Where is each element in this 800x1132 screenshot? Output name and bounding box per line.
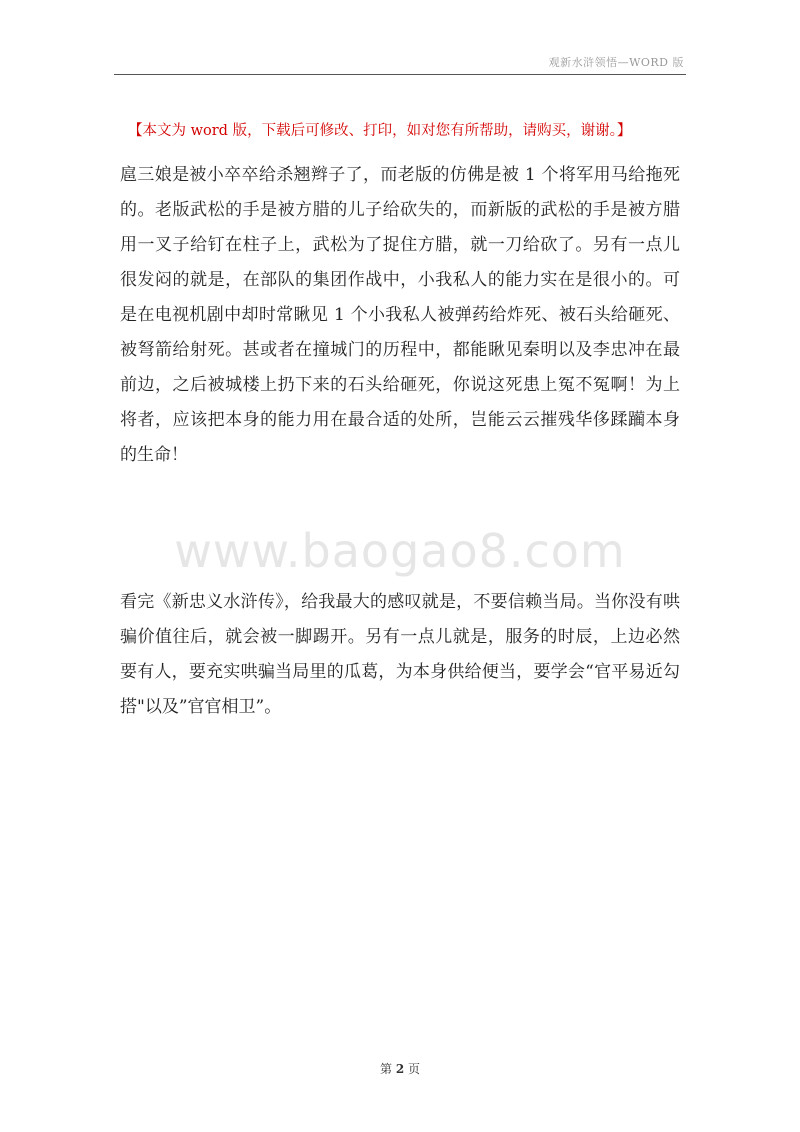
body-paragraph-2: 看完《新忠义水浒传》，给我最大的感叹就是，不要信赖当局。当你没有哄骗价值往后，就会被一脚踢开。另有一点儿就是，服务的时辰，上边必然要有人，要充实哄骗当局里的瓜葛，为本身供给便当，要学会“官平易近勾搭"以及”官官相卫”。	[120, 592, 680, 717]
watermark: www.baogao8.com	[174, 524, 626, 578]
page-footer	[0, 1060, 800, 1077]
body-paragraph-1: 扈三娘是被小卒卒给杀翘辫子了，而老版的仿佛是被 1 个将军用马给拖死的。老版武松的手是被方腊的儿子给砍失的，而新版的武松的手是被方腊用一叉子给钉在柱子上，武松为了捉住方腊，就一刀给砍了。另有一点儿很发闷的就是，在部队的集团作战中，小我私人的能力实在是很小的。可是在电视机剧中却时常瞅见 1 个小我私人被弹药给炸死、被石头给砸死、被弩箭给射死。甚或者在撞城门的历程中，都能瞅见秦明以及李忠冲在最前边，之后被城楼上扔下来的石头给砸死，你说这死患上冤不冤啊！为上将者，应该把本身的能力用在最合适的处所，岂能云云摧残华侈蹂躏本身的生命！	[120, 165, 680, 465]
footer-suffix: 页	[408, 1062, 421, 1076]
download-notice: 【本文为 word 版，下载后可修改、打印，如对您有所帮助，请购买，谢谢。】	[128, 123, 632, 139]
page-header-title: 观新水浒领悟—WORD 版	[548, 56, 684, 69]
page-number: 2	[395, 1062, 405, 1076]
header-divider	[114, 74, 686, 75]
footer-prefix: 第	[379, 1062, 392, 1076]
